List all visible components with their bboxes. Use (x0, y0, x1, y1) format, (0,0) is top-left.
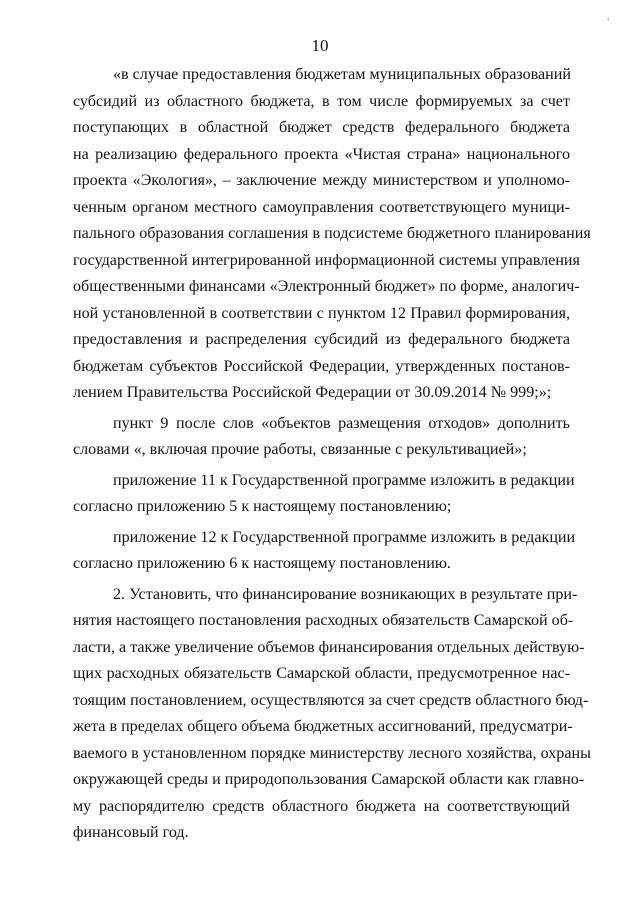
text-line: пункт 9 после слов «объектов размещения отходов» дополнить (113, 414, 570, 432)
text-line: бюджетам субъектов Российской Федерации, утвержденных постанов- (73, 357, 570, 375)
paragraph-appendix-11 (73, 468, 575, 521)
text-line: финансовый год. (73, 824, 189, 841)
text-line: тоящим постановлением, осуществляются за счет средств областного бюд- (73, 691, 589, 709)
text-line: согласно приложению 6 к настоящему постановлению. (73, 555, 451, 572)
text-line: поступающих в областной бюджет средств федерального бюджета (73, 119, 570, 136)
text-line: ваемого в установленном порядке министерству лесного хозяйства, охраны (73, 744, 591, 762)
text-line: 2. Установить, что финансирование возникающих в результате при- (113, 585, 578, 603)
text-line: согласно приложению 5 к настоящему постановлению; (73, 498, 452, 515)
text-line: му распорядителю средств областного бюджета на соответствующий (73, 797, 570, 815)
paragraph-appendix-12 (73, 525, 576, 578)
text-line: приложение 12 к Государственной программе изложить в редакции (113, 528, 576, 546)
text-line: ной установленной в соответствии с пунктом 12 Правил формирования, (73, 304, 570, 322)
text-line: щих расходных обязательств Самарской области, предусмотренное нас- (73, 665, 570, 682)
text-line: словами «, включая прочие работы, связанные с рекультивацией»; (73, 441, 527, 458)
text-line: окружающей среды и природопользования Самарской области как главно- (73, 771, 585, 788)
text-line: ласти, а также увеличение объемов финансирования отдельных действую- (73, 638, 585, 656)
text-line: государственной интегрированной информационной системы управления (73, 251, 580, 269)
paragraph-subsidy-agreement (73, 62, 591, 407)
text-line: нятия настоящего постановления расходных обязательств Самарской об- (73, 612, 574, 629)
paragraph-item-9 (73, 411, 570, 464)
text-line: предоставления и распределения субсидий из федерального бюджета (73, 331, 570, 348)
text-line: жета в пределах общего объема бюджетных ассигнований, предусматри- (73, 718, 573, 735)
document-body (73, 62, 591, 847)
text-line: «в случае предоставления бюджетам муниципальных образований (113, 66, 572, 83)
text-line: на реализацию федерального проекта «Чистая страна» национального (73, 145, 570, 163)
text-line: ченным органом местного самоуправления соответствующего муници- (73, 198, 570, 216)
page-number: 10 (311, 36, 329, 55)
text-line: проекта «Экология», – заключение между министерством и уполномо- (73, 172, 570, 189)
text-line: субсидий из областного бюджета, в том числе формируемых за счет (73, 92, 570, 110)
text-line: общественными финансами «Электронный бюджет» по форме, аналогич- (73, 278, 580, 295)
text-line: пального образования соглашения в подсистеме бюджетного планирования (73, 225, 591, 242)
text-line: приложение 11 к Государственной программе изложить в редакции (113, 471, 575, 489)
paragraph-financing (73, 582, 591, 847)
corner-mark: · (606, 14, 610, 26)
text-line: лением Правительства Российской Федерации от 30.09.2014 № 999;»; (73, 384, 552, 401)
